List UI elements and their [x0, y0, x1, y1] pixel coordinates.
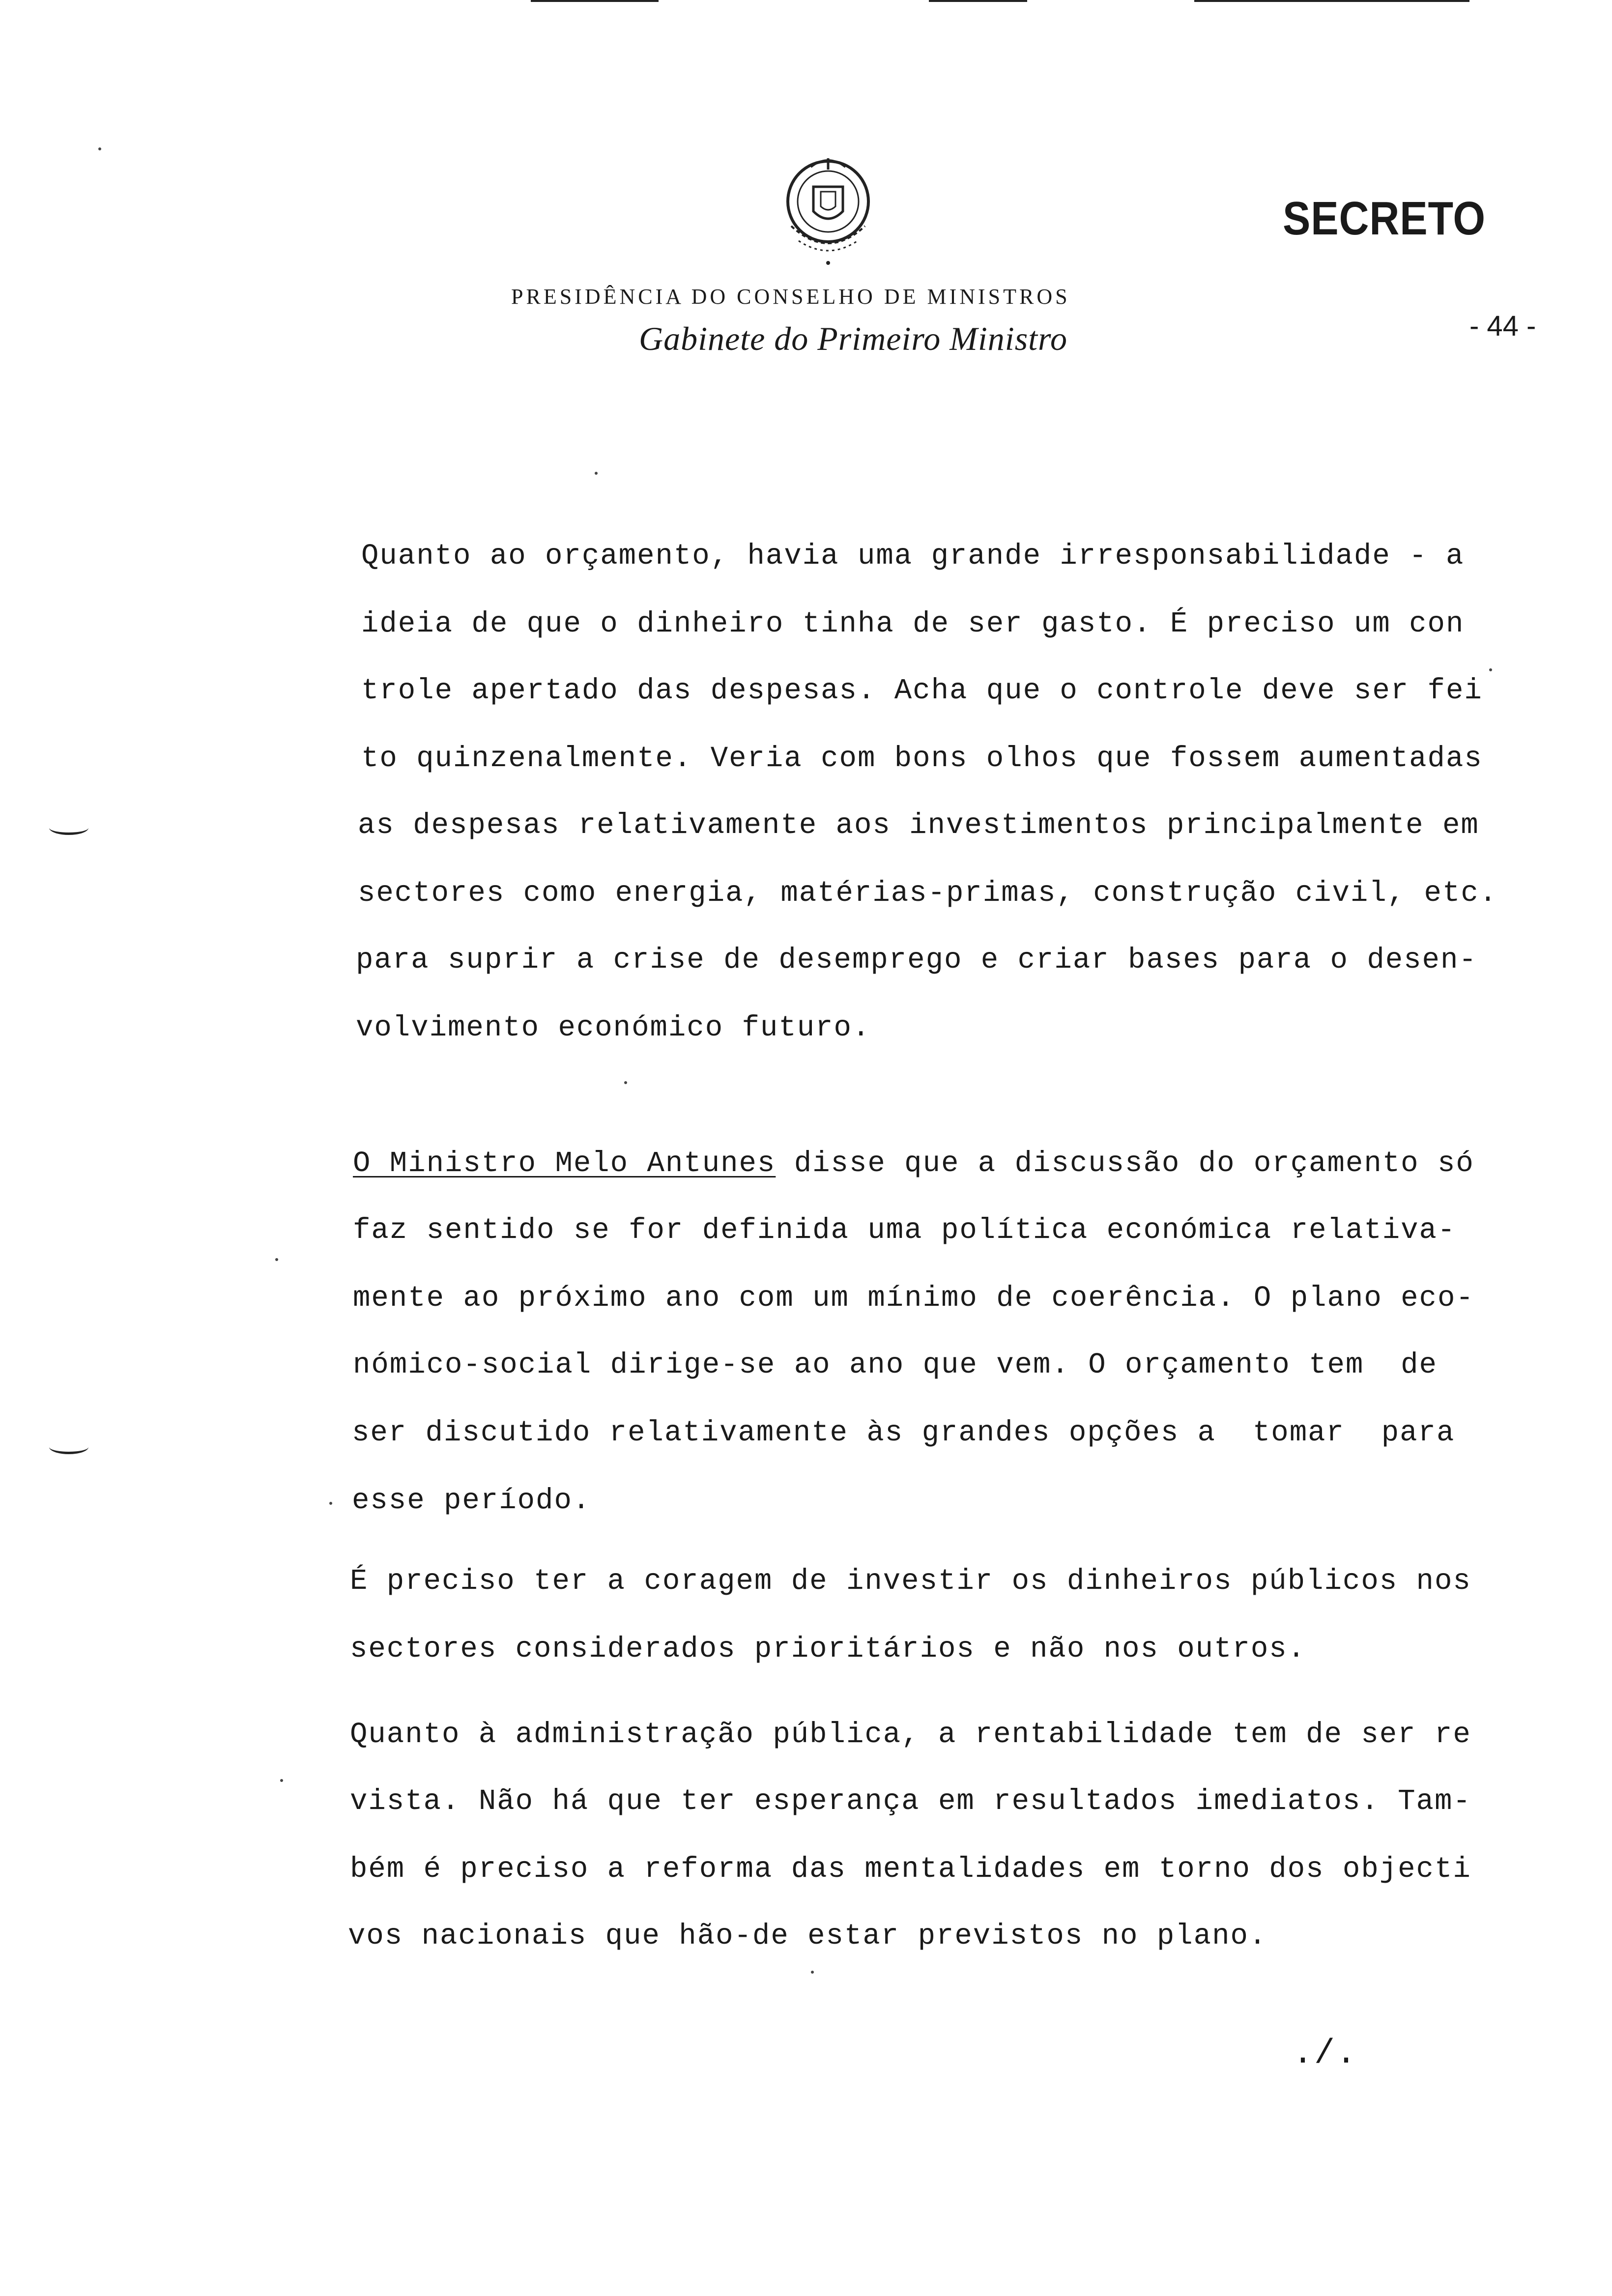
body-line: esse período.	[352, 1484, 591, 1517]
body-line: para suprir a crise de desemprego e criar bases para o desen-	[356, 944, 1477, 976]
body-line: Quanto ao orçamento, havia uma grande irresponsabilidade - a	[361, 540, 1465, 573]
speaker-name: O Ministro Melo Antunes	[353, 1147, 776, 1180]
body-line: Quanto à administração pública, a rentabilidade tem de ser re	[350, 1718, 1471, 1751]
classification-stamp: SECRETO	[1283, 192, 1486, 245]
body-line: bém é preciso a reforma das mentalidades em torno dos objecti	[350, 1853, 1471, 1886]
paper-speck	[595, 472, 598, 475]
body-line: mente ao próximo ano com um mínimo de coerência. O plano eco-	[353, 1282, 1474, 1315]
body-line: vista. Não há que ter esperança em resultados imediatos. Tam-	[350, 1785, 1471, 1818]
body-line: O Ministro Melo Antunes disse que a discussão do orçamento só	[353, 1147, 1474, 1180]
body-line: as despesas relativamente aos investimentos principalmente em	[358, 809, 1479, 842]
continuation-mark: ./.	[1293, 2035, 1358, 2073]
page-number: - 44 -	[1469, 310, 1536, 342]
paper-speck	[811, 1971, 814, 1974]
paper-speck	[329, 1502, 332, 1505]
body-line: volvimento económico futuro.	[356, 1011, 871, 1044]
body-line: faz sentido se for definida uma política económica relativa-	[353, 1214, 1456, 1247]
body-line: sectores considerados prioritários e não nos outros.	[350, 1633, 1306, 1665]
paper-speck	[280, 1779, 283, 1782]
paper-speck	[275, 1258, 278, 1261]
office-heading: PRESIDÊNCIA DO CONSELHO DE MINISTROS	[511, 285, 1070, 309]
paper-speck	[624, 1081, 627, 1084]
binder-hole-mark	[49, 821, 88, 835]
body-line: vos nacionais que hão-de estar previstos no plano.	[348, 1920, 1267, 1952]
body-line: É preciso ter a coragem de investir os dinheiros públicos nos	[350, 1565, 1471, 1598]
body-line: to quinzenalmente. Veria com bons olhos que fossem aumentadas	[361, 742, 1483, 775]
cabinet-subheading: Gabinete do Primeiro Ministro	[639, 320, 1067, 357]
binder-hole-mark	[49, 1440, 88, 1454]
coat-of-arms-emblem	[764, 147, 892, 275]
body-line: ser discutido relativamente às grandes opções a tomar para	[352, 1416, 1455, 1449]
body-line: nómico-social dirige-se ao ano que vem. O orçamento tem de	[353, 1349, 1438, 1381]
paper-speck	[1489, 668, 1492, 671]
body-line: sectores como energia, matérias-primas, construção civil, etc.	[358, 877, 1498, 910]
paper-speck	[98, 147, 101, 150]
body-line: ideia de que o dinheiro tinha de ser gasto. É preciso um con	[361, 607, 1465, 640]
body-line: trole apertado das despesas. Acha que o controle deve ser fei	[361, 674, 1483, 707]
